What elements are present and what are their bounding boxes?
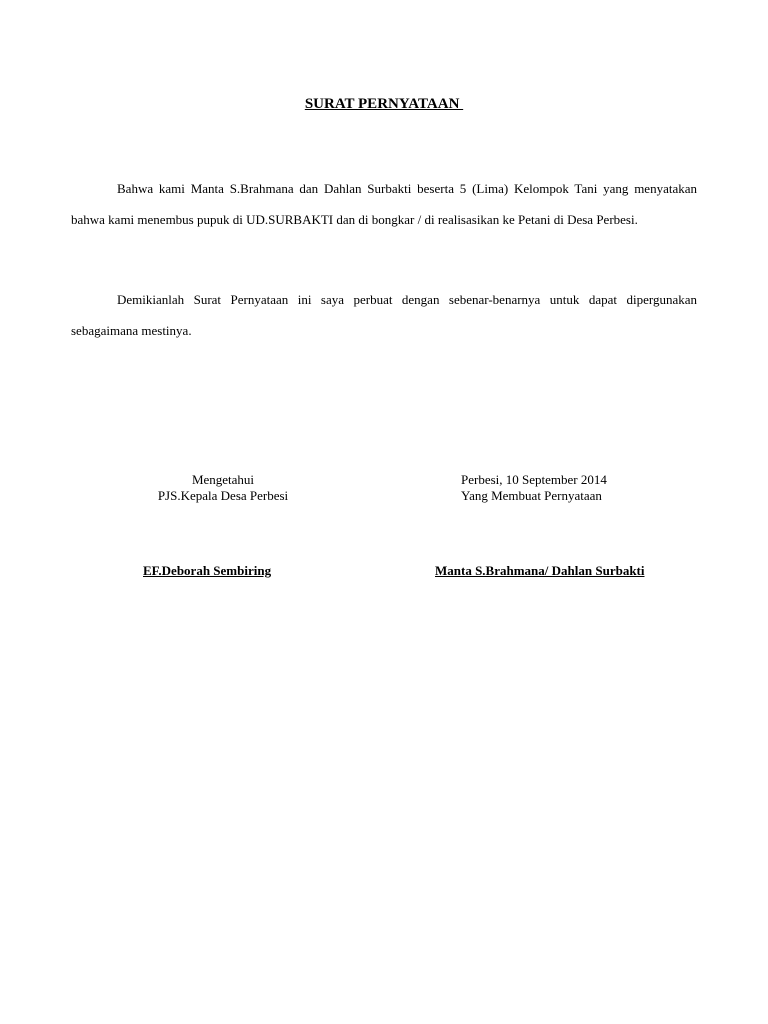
right-signature-line-2: Yang Membuat Pernyataan [461, 488, 602, 503]
right-signature-line-1: Perbesi, 10 September 2014 [461, 472, 607, 487]
left-signature-line-2: PJS.Kepala Desa Perbesi [157, 488, 289, 503]
body-paragraph-1: Bahwa kami Manta S.Brahmana dan Dahlan Surbakti beserta 5 (Lima) Kelompok Tani yang menyatakan bahwa kami menembus pupuk di UD.SURBAKTI dan di bongkar / di realisasikan ke Petani di Desa Perbesi. [71, 181, 697, 227]
left-signature-block [118, 472, 328, 504]
left-signer-name: EF.Deborah Sembiring [143, 563, 272, 578]
body-paragraph-2: Demikianlah Surat Pernyataan ini saya perbuat dengan sebenar-benarnya untuk dapat dipergunakan sebagaimana mestinya. [71, 292, 697, 338]
right-signer-name: Manta S.Brahmana/ Dahlan Surbakti [435, 563, 645, 578]
left-signature-line-1: Mengetahui [191, 472, 255, 487]
document-title: SURAT PERNYATAAN [304, 96, 464, 112]
right-signature-block [430, 472, 662, 504]
